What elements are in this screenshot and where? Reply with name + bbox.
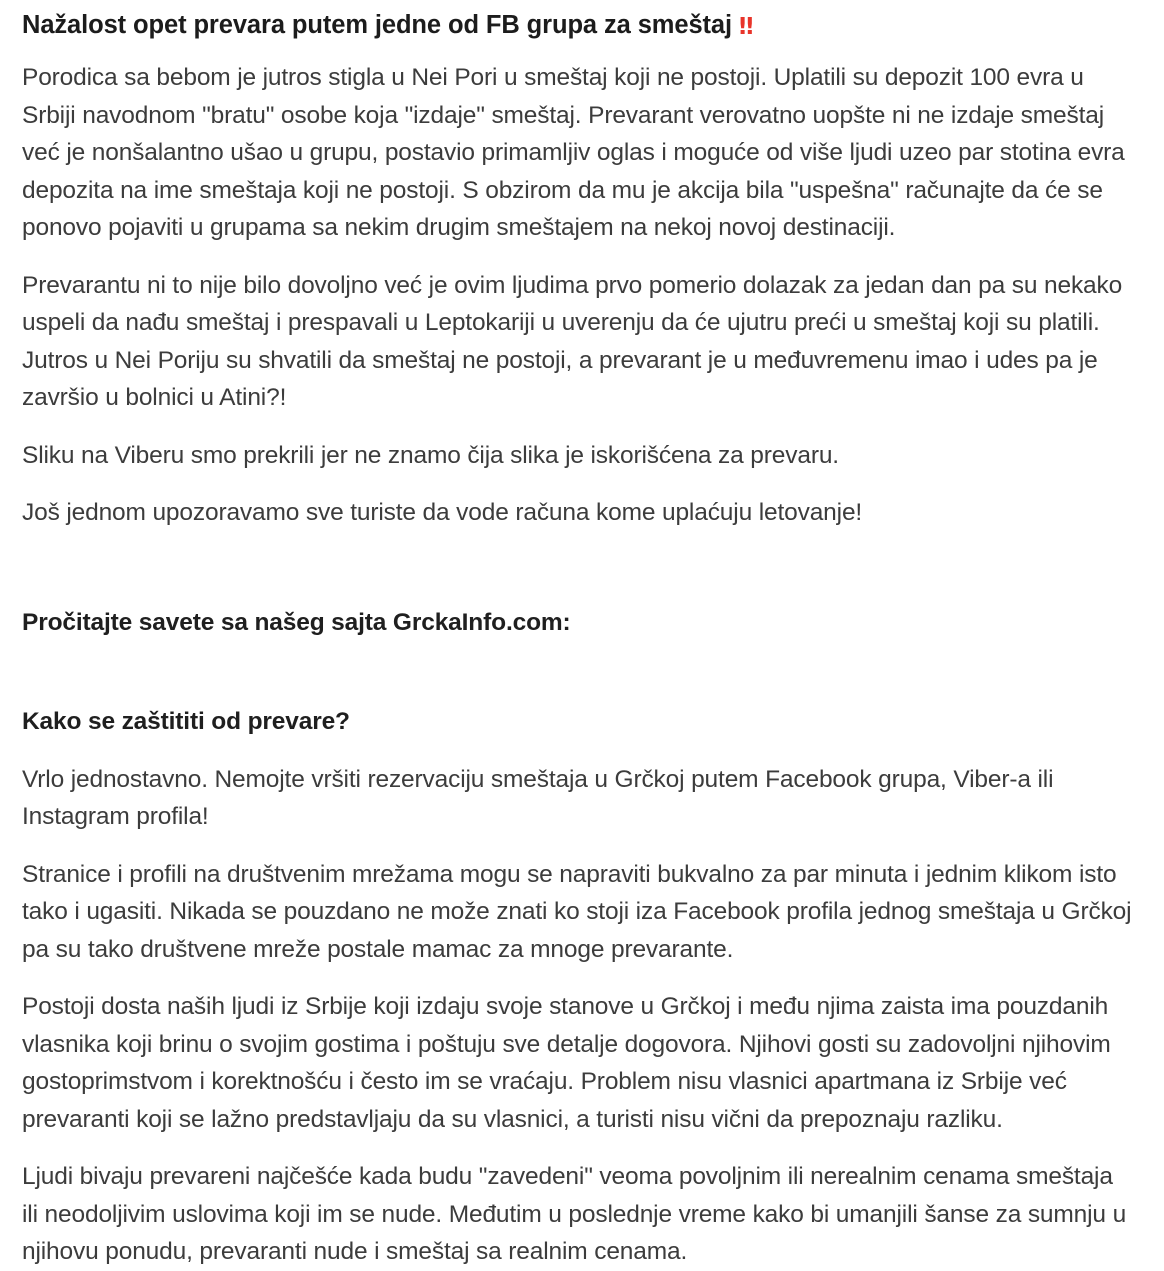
double-exclamation-icon: ‼ bbox=[739, 14, 753, 40]
heading-how-to-protect: Kako se zaštititi od prevare? bbox=[22, 708, 350, 735]
paragraph-honest-owners: Postoji dosta naših ljudi iz Srbije koji izdaju svoje stanove u Grčkoj i među njima zaista ima pouzdanih vlasnika koji brinu o svojim gostima i poštuju sve detalje dogovora. Njihovi gosti su zadovoljni njihovim gostoprimstvom i korektnošću i često im se vraćaju. Problem nisu vlasnici apartmana iz Srbije već prevaranti koji se lažno predstavljaju da su vlasnici, a turisti nisu vični da prepoznaju razliku. bbox=[22, 993, 1111, 1133]
paragraph-scam-report: Porodica sa bebom je jutros stigla u Nei Pori u smeštaj koji ne postoji. Uplatili su depozit 100 evra u Srbiji navodnom "bratu" osobe koja "izdaje" smeštaj. Prevarant verovatno uopšte ni ne izdaje smeštaj već je nonšalantno ušao u grupu, postavio primamljiv oglas i moguće od više ljudi uzeo par stotina evra depozita na ime smeštaja koji ne postoji. S obzirom da mu je akcija bila "uspešna" računajte da će se ponovo pojaviti u grupama sa nekim drugim smeštajem na nekoj novoj destinaciji. bbox=[22, 64, 1125, 241]
paragraph-simple-advice: Vrlo jednostavno. Nemojte vršiti rezervaciju smeštaja u Grčkoj putem Facebook grupa, Viber-a ili Instagram profila! bbox=[22, 765, 1054, 830]
page-title bbox=[22, 8, 1134, 43]
page-title-text: Nažalost opet prevara putem jedne od FB grupa za smeštaj bbox=[22, 11, 732, 39]
paragraph-low-prices-bait: Ljudi bivaju prevareni najčešće kada budu "zavedeni" veoma povoljnim ili nerealnim cenama smeštaja ili neodoljivim uslovima koji im se nude. Međutim u poslednje vreme kako bi umanjili šanse za sumnju u njihovu ponudu, prevaranti nude i smeštaj sa realnim cenama. bbox=[22, 1163, 1127, 1265]
section-spacer-before-question bbox=[22, 661, 1134, 703]
paragraph-scam-details: Prevarantu ni to nije bilo dovoljno već je ovim ljudima prvo pomerio dolazak za jedan dan pa su nekako uspeli da nađu smeštaj i prespavali u Leptokariji u uverenju da će ujutru preći u smeštaj koji su platili. Jutros u Nei Poriju su shvatili da smeštaj ne postoji, a prevarant je u međuvremenu imao i udes pa je završio u bolnici u Atini?! bbox=[22, 271, 1123, 411]
section-spacer-before-advice bbox=[22, 552, 1134, 604]
paragraph-warning-tourists: Još jednom upozoravamo sve turiste da vode računa kome uplaćuju letovanje! bbox=[22, 499, 863, 526]
heading-read-our-advice: Pročitajte savete sa našeg sajta GrckaInfo.com: bbox=[22, 608, 571, 636]
paragraph-viber-image-note: Sliku na Viberu smo prekrili jer ne znamo čija slika je iskorišćena za prevaru. bbox=[22, 441, 839, 469]
paragraph-social-profiles: Stranice i profili na društvenim mrežama mogu se napraviti bukvalno za par minuta i jednim klikom isto tako i ugasiti. Nikada se pouzdano ne može znati ko stoji iza Facebook profila jednog smeštaja u Grčkoj pa su tako društvene mreže postale mamac za mnoge prevarante. bbox=[22, 860, 1132, 963]
article-blocks bbox=[22, 59, 1134, 1271]
